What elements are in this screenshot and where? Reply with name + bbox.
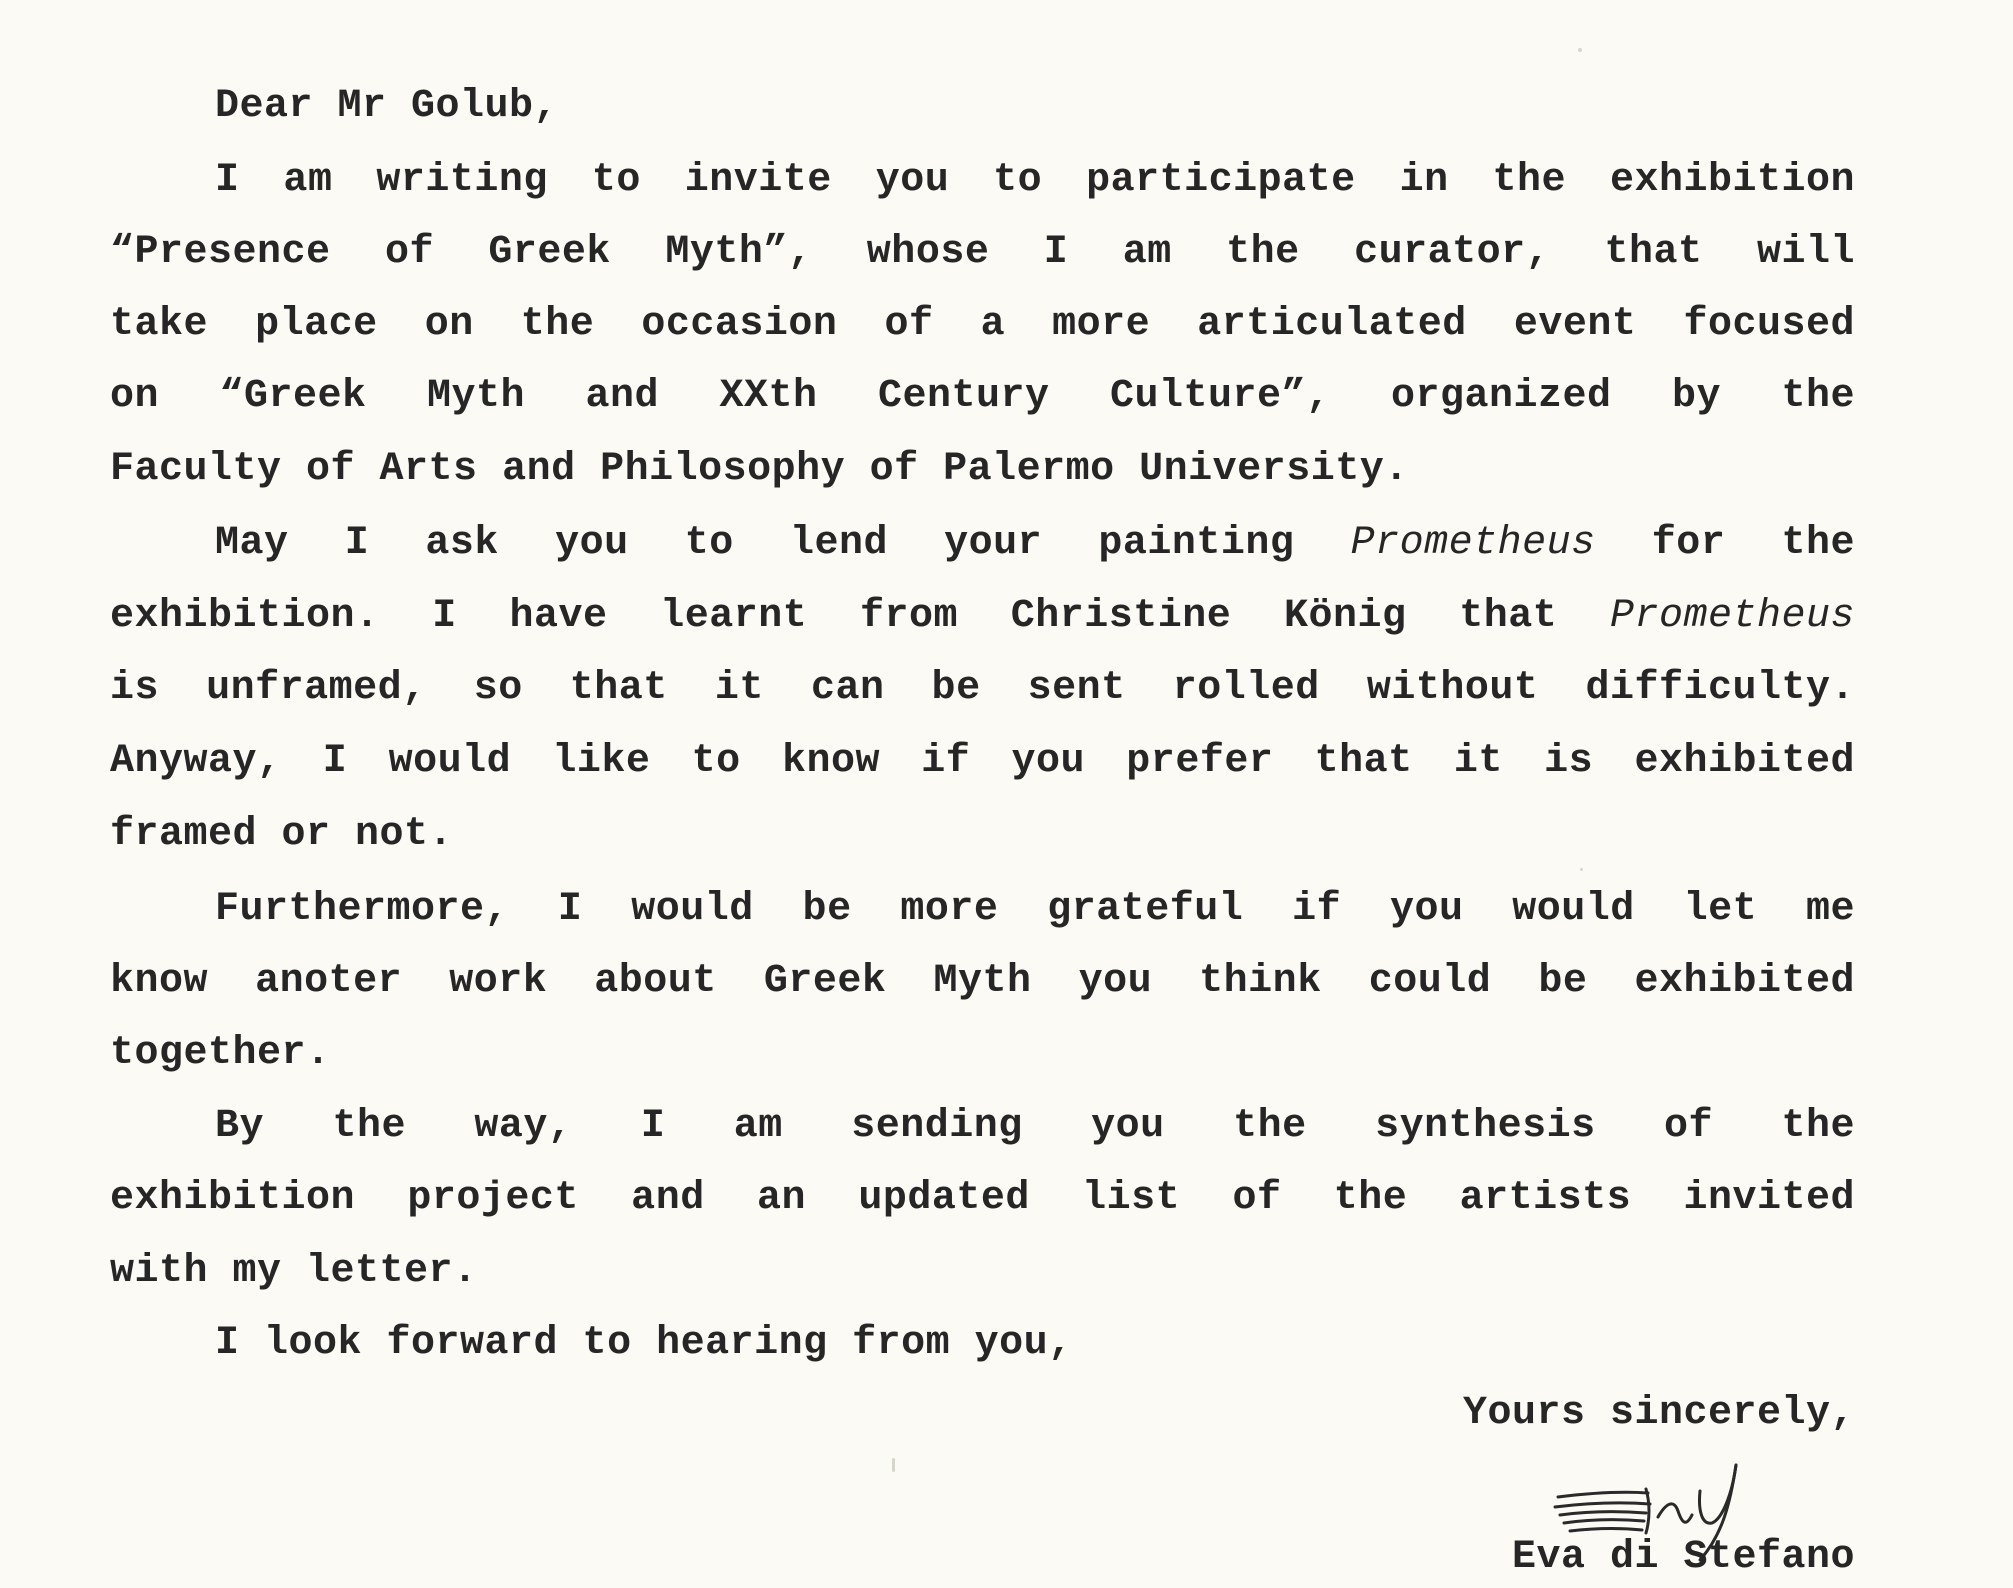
paper-speck	[892, 1458, 895, 1472]
line-text: exhibition. I have learnt from Christine König that	[110, 594, 1610, 639]
paper-speck	[1580, 868, 1583, 871]
letter-line: together.	[110, 1031, 331, 1076]
artwork-title: Prometheus	[1609, 594, 1855, 639]
signer-name: Eva di Stefano	[1511, 1535, 1855, 1580]
letter-line: on “Greek Myth and XXth Century Culture”, organized by the	[110, 374, 1855, 419]
letter-line: with my letter.	[110, 1249, 478, 1294]
letter-line	[215, 520, 1855, 568]
letter-line: Anyway, I would like to know if you prefer that it is exhibited	[110, 739, 1855, 784]
closing: Yours sincerely,	[1462, 1391, 1855, 1436]
artwork-title: Prometheus	[1350, 521, 1596, 566]
paper-speck	[1578, 48, 1582, 52]
letter-line: “Presence of Greek Myth”, whose I am the curator, that will	[110, 230, 1855, 275]
letter-line: By the way, I am sending you the synthesis of the	[215, 1104, 1855, 1149]
letter-line: Faculty of Arts and Philosophy of Palermo University.	[110, 447, 1409, 492]
line-text: May I ask you to lend your painting	[215, 521, 1351, 566]
letter-line: know anoter work about Greek Myth you think could be exhibited	[110, 959, 1855, 1004]
letter-line: framed or not.	[110, 812, 454, 857]
letter-line: take place on the occasion of a more articulated event focused	[110, 302, 1855, 347]
letter-line: I look forward to hearing from you,	[215, 1321, 1073, 1366]
letter-line	[110, 593, 1855, 641]
line-text: for the	[1595, 521, 1856, 566]
letter-line: I am writing to invite you to participate in the exhibition	[215, 158, 1855, 203]
letter-line: is unframed, so that it can be sent rolled without difficulty.	[110, 666, 1855, 711]
letter-line: Furthermore, I would be more grateful if you would let me	[215, 887, 1855, 932]
letter-line: exhibition project and an updated list of the artists invited	[110, 1176, 1855, 1221]
salutation: Dear Mr Golub,	[215, 84, 559, 129]
